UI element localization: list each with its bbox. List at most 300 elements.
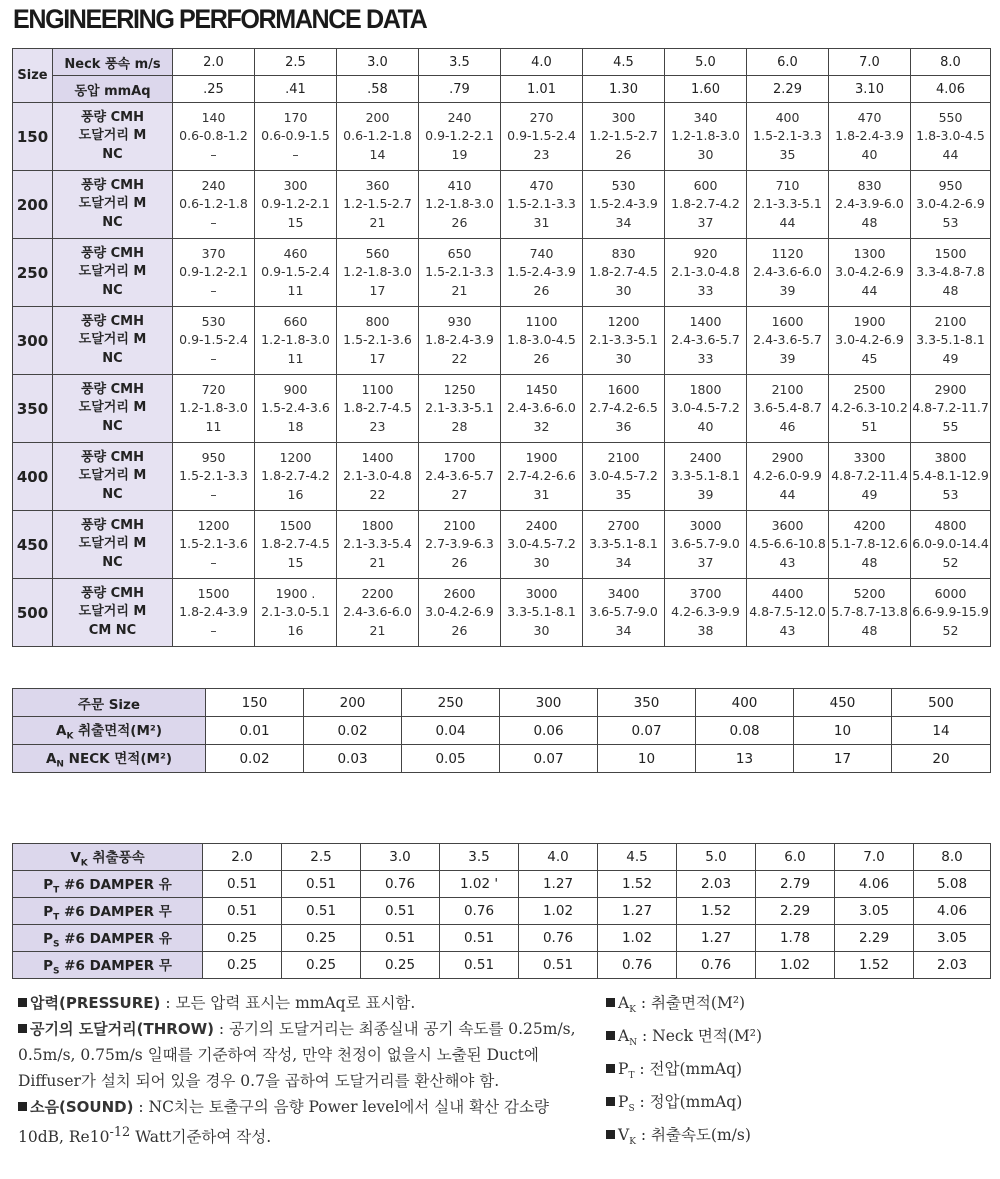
legend-symbol: A <box>618 1027 630 1046</box>
airflow-value: 2100 <box>607 449 640 465</box>
legend-symbol: P <box>618 1093 629 1112</box>
pressure-cell: .58 <box>337 76 419 103</box>
data-cell <box>337 443 419 511</box>
row-label: 도달거리 M <box>78 400 147 416</box>
throw-value: 3.3-5.1-8.1 <box>589 536 658 552</box>
vk-cell: 8.0 <box>914 844 991 871</box>
data-cell <box>337 307 419 375</box>
pressure-cell: 1.01 <box>501 76 583 103</box>
airflow-value: 1400 <box>361 449 394 465</box>
symbol: P <box>43 930 53 947</box>
size-header: Size <box>13 49 53 103</box>
ak-cell: 14 <box>892 717 991 745</box>
data-cell <box>419 375 501 443</box>
airflow-value: 600 <box>693 177 718 193</box>
airflow-value: 2100 <box>771 381 804 397</box>
airflow-value: 1200 <box>197 517 230 533</box>
throw-value: 1.5-2.1-3.6 <box>343 332 412 348</box>
pressure-data-row <box>13 925 991 952</box>
airflow-value: 1600 <box>607 381 640 397</box>
throw-value: 3.0-4.2-6.9 <box>916 196 985 212</box>
data-cell <box>501 239 583 307</box>
airflow-value: 1900 <box>853 313 886 329</box>
throw-value: 0.6-0.9-1.5 <box>261 128 330 144</box>
nc-value: 11 <box>287 350 304 366</box>
legend-symbol: A <box>618 994 630 1012</box>
pressure-value-cell: 2.03 <box>677 871 756 898</box>
pressure-cell: 3.10 <box>829 76 911 103</box>
neck-speed-cell: 7.0 <box>829 49 911 76</box>
throw-value: 1.5-2.4-3.6 <box>261 400 330 416</box>
vk-cell: 3.0 <box>361 844 440 871</box>
symbol-subscript: S <box>52 939 60 950</box>
symbol: P <box>43 957 53 974</box>
nc-value: 30 <box>615 350 632 366</box>
data-cell <box>255 375 337 443</box>
note-pressure-title: 압력(PRESSURE) <box>30 994 161 1012</box>
nc-value: 37 <box>697 214 714 230</box>
airflow-value: 1100 <box>361 381 394 397</box>
throw-value: 1.8-2.7-4.2 <box>261 468 330 484</box>
pressure-value-cell: 0.76 <box>598 952 677 979</box>
nc-value: 31 <box>533 214 550 230</box>
throw-value: 2.4-3.6-6.0 <box>753 264 822 280</box>
ak-row <box>13 717 991 745</box>
size-cell: 250 <box>13 239 53 307</box>
pressure-value-cell: 1.27 <box>677 925 756 952</box>
airflow-value: 1700 <box>443 449 476 465</box>
size-cell: 450 <box>13 511 53 579</box>
nc-value: 52 <box>942 622 959 638</box>
note-sound-sup: -12 <box>109 1125 131 1140</box>
airflow-value: 830 <box>611 245 636 261</box>
data-cell <box>255 511 337 579</box>
throw-value: 1.2-1.8-3.0 <box>261 332 330 348</box>
data-cell <box>255 171 337 239</box>
row-label: 취출면적(M²) <box>78 723 162 740</box>
legend-subscript: K <box>629 1137 636 1148</box>
data-cell <box>747 511 829 579</box>
throw-value: 2.1-3.3-5.1 <box>589 332 658 348</box>
data-cell <box>829 375 911 443</box>
airflow-value: 5200 <box>853 585 886 601</box>
pressure-cell: 1.30 <box>583 76 665 103</box>
airflow-value: 1600 <box>771 313 804 329</box>
row-label: NC <box>102 418 123 434</box>
throw-value: 2.1-3.0-5.1 <box>261 604 330 620</box>
data-cell <box>419 511 501 579</box>
nc-value: 17 <box>369 282 386 298</box>
note-pressure <box>18 990 578 1016</box>
legend-item <box>606 990 986 1023</box>
nc-value: – <box>210 350 217 366</box>
legend-symbol: P <box>618 1060 629 1079</box>
row-label: 풍량 CMH <box>81 449 144 465</box>
nc-value: 43 <box>779 554 796 570</box>
pressure-value-cell: 0.25 <box>203 925 282 952</box>
order-size-cell: 200 <box>304 689 402 717</box>
data-cell <box>173 171 255 239</box>
nc-value: 21 <box>451 282 468 298</box>
airflow-value: 550 <box>938 109 963 125</box>
nc-value: – <box>210 214 217 230</box>
airflow-value: 950 <box>201 449 226 465</box>
size-row <box>13 239 991 307</box>
row-label: 도달거리 M <box>78 604 147 620</box>
airflow-value: 1800 <box>361 517 394 533</box>
order-size-cell: 450 <box>794 689 892 717</box>
throw-value: 1.5-2.1-3.3 <box>507 196 576 212</box>
data-cell <box>829 239 911 307</box>
data-cell <box>665 443 747 511</box>
neck-speed-cell: 2.0 <box>173 49 255 76</box>
airflow-value: 1900 . <box>275 585 316 601</box>
nc-value: 38 <box>697 622 714 638</box>
nc-value: 15 <box>287 214 304 230</box>
airflow-value: 2100 <box>934 313 967 329</box>
row-label: #6 DAMPER 유 <box>64 876 172 893</box>
data-cell <box>501 511 583 579</box>
throw-value: 1.8-2.4-3.9 <box>835 128 904 144</box>
size-row <box>13 443 991 511</box>
vk-cell: 4.5 <box>598 844 677 871</box>
data-cell <box>419 171 501 239</box>
ak-cell: 0.01 <box>206 717 304 745</box>
bullet-icon <box>606 1097 615 1106</box>
neck-speed-cell: 3.0 <box>337 49 419 76</box>
an-cell: 17 <box>794 745 892 773</box>
symbol: A <box>56 723 67 740</box>
note-throw <box>18 1016 578 1094</box>
pressure-value-cell: 0.25 <box>282 925 361 952</box>
nc-value: 11 <box>205 418 222 434</box>
size-row <box>13 511 991 579</box>
ak-cell: 0.07 <box>598 717 696 745</box>
data-cell <box>173 579 255 647</box>
neck-speed-cell: 6.0 <box>747 49 829 76</box>
ak-label <box>13 717 206 745</box>
pressure-row-label <box>13 925 203 952</box>
airflow-value: 370 <box>201 245 226 261</box>
symbol-subscript: S <box>52 966 60 977</box>
size-row <box>13 307 991 375</box>
symbol-subscript: K <box>80 858 88 869</box>
pressure-label: 동압 mmAq <box>53 76 173 103</box>
pressure-data-row <box>13 898 991 925</box>
bullet-icon <box>18 1102 27 1111</box>
page-title: ENGINEERING PERFORMANCE DATA <box>13 4 427 34</box>
note-throw-title: 공기의 도달거리(THROW) <box>30 1020 214 1038</box>
legend-symbol: V <box>618 1126 630 1145</box>
throw-value: 1.8-3.0-4.5 <box>916 128 985 144</box>
airflow-value: 1200 <box>279 449 312 465</box>
nc-value: 49 <box>942 350 959 366</box>
row-label: #6 DAMPER 무 <box>64 903 172 920</box>
throw-value: 2.4-3.6-5.7 <box>425 468 494 484</box>
nc-value: 43 <box>779 622 796 638</box>
note-sound-title: 소음(SOUND) <box>30 1098 134 1116</box>
throw-value: 3.3-4.8-7.8 <box>916 264 985 280</box>
airflow-value: 400 <box>775 109 800 125</box>
neck-speed-row <box>13 49 991 76</box>
nc-value: 37 <box>697 554 714 570</box>
airflow-value: 800 <box>365 313 390 329</box>
throw-value: 1.5-2.1-3.3 <box>179 468 248 484</box>
airflow-value: 720 <box>201 381 226 397</box>
row-label: NC <box>102 214 123 230</box>
data-cell <box>747 103 829 171</box>
throw-value: 0.9-1.5-2.4 <box>261 264 330 280</box>
note-sound-text-b: Watt기준하여 작성. <box>130 1128 272 1147</box>
data-cell <box>829 579 911 647</box>
legend-subscript: K <box>629 1005 636 1016</box>
data-cell <box>665 375 747 443</box>
row-labels <box>53 171 173 239</box>
legend-item <box>606 1089 986 1122</box>
row-label: 도달거리 M <box>78 468 147 484</box>
nc-value: 15 <box>287 554 304 570</box>
row-label: 풍량 CMH <box>81 585 144 601</box>
nc-value: 34 <box>615 554 632 570</box>
row-label: 풍량 CMH <box>81 517 144 533</box>
airflow-value: 2400 <box>689 449 722 465</box>
pressure-cell: .79 <box>419 76 501 103</box>
data-cell <box>419 103 501 171</box>
nc-value: 39 <box>779 350 796 366</box>
order-size-cell: 300 <box>500 689 598 717</box>
legend-item <box>606 1122 986 1155</box>
data-cell <box>501 171 583 239</box>
airflow-value: 1500 <box>279 517 312 533</box>
airflow-value: 2900 <box>934 381 967 397</box>
order-size-cell: 350 <box>598 689 696 717</box>
throw-value: 1.2-1.8-3.0 <box>671 128 740 144</box>
legend-item <box>606 1023 986 1056</box>
symbol-subscript: K <box>66 731 74 742</box>
throw-value: 2.1-3.3-5.1 <box>753 196 822 212</box>
symbol-subscript: T <box>53 885 60 896</box>
vk-row <box>13 844 991 871</box>
data-cell <box>173 103 255 171</box>
throw-value: 0.9-1.5-2.4 <box>507 128 576 144</box>
airflow-value: 2600 <box>443 585 476 601</box>
pressure-value-cell: 1.52 <box>677 898 756 925</box>
airflow-value: 3600 <box>771 517 804 533</box>
nc-value: 18 <box>287 418 304 434</box>
data-cell <box>255 443 337 511</box>
pressure-value-cell: 4.06 <box>914 898 991 925</box>
row-label: 풍량 CMH <box>81 381 144 397</box>
data-cell <box>501 375 583 443</box>
airflow-value: 460 <box>283 245 308 261</box>
throw-value: 1.5-2.4-3.9 <box>507 264 576 280</box>
row-label: 취출풍속 <box>92 849 145 866</box>
data-cell <box>419 579 501 647</box>
airflow-value: 560 <box>365 245 390 261</box>
nc-value: 21 <box>369 554 386 570</box>
row-label: 도달거리 M <box>78 332 147 348</box>
row-label: CM NC <box>88 622 137 638</box>
airflow-value: 3000 <box>525 585 558 601</box>
row-labels <box>53 443 173 511</box>
throw-value: 3.3-5.1-8.1 <box>671 468 740 484</box>
row-label: NC <box>102 282 123 298</box>
airflow-value: 240 <box>447 109 472 125</box>
vk-label <box>13 844 203 871</box>
throw-value: 1.8-2.4-3.9 <box>179 604 248 620</box>
note-sound <box>18 1094 578 1150</box>
pressure-value-cell: 0.76 <box>677 952 756 979</box>
nc-value: – <box>292 146 299 162</box>
airflow-value: 300 <box>283 177 308 193</box>
row-label: 도달거리 M <box>78 128 147 144</box>
airflow-value: 1300 <box>853 245 886 261</box>
nc-value: 26 <box>451 622 468 638</box>
neck-speed-cell: 4.0 <box>501 49 583 76</box>
nc-value: 19 <box>451 146 468 162</box>
throw-value: 2.1-3.0-4.8 <box>343 468 412 484</box>
throw-value: 5.1-7.8-12.6 <box>831 536 908 552</box>
throw-value: 2.7-3.9-6.3 <box>425 536 494 552</box>
nc-value: 26 <box>533 282 550 298</box>
throw-value: 1.5-2.4-3.9 <box>589 196 658 212</box>
row-label: 도달거리 M <box>78 196 147 212</box>
nc-value: 55 <box>942 418 959 434</box>
nc-value: 31 <box>533 486 550 502</box>
nc-value: 30 <box>615 282 632 298</box>
an-cell: 10 <box>598 745 696 773</box>
nc-value: 46 <box>779 418 796 434</box>
data-cell <box>911 375 991 443</box>
data-cell <box>173 443 255 511</box>
throw-value: 3.0-4.2-6.9 <box>835 332 904 348</box>
pressure-value-cell: 0.25 <box>203 952 282 979</box>
pressure-data-row <box>13 952 991 979</box>
pressure-cell: 1.60 <box>665 76 747 103</box>
row-label: NC <box>102 554 123 570</box>
nc-value: 44 <box>942 146 959 162</box>
airflow-value: 1400 <box>689 313 722 329</box>
airflow-value: 410 <box>447 177 472 193</box>
throw-value: 2.7-4.2-6.5 <box>589 400 658 416</box>
nc-value: 17 <box>369 350 386 366</box>
order-size-cell: 250 <box>402 689 500 717</box>
row-labels <box>53 103 173 171</box>
nc-value: 53 <box>942 486 959 502</box>
throw-value: 3.0-4.5-7.2 <box>671 400 740 416</box>
size-cell: 350 <box>13 375 53 443</box>
pressure-value-cell: 0.25 <box>282 952 361 979</box>
airflow-value: 300 <box>611 109 636 125</box>
legend-text: : 취출면적(M²) <box>635 994 746 1012</box>
nc-value: 48 <box>861 622 878 638</box>
data-cell <box>583 579 665 647</box>
throw-value: 1.2-1.5-2.7 <box>589 128 658 144</box>
airflow-value: 3400 <box>607 585 640 601</box>
airflow-value: 2700 <box>607 517 640 533</box>
nc-value: 22 <box>451 350 468 366</box>
neck-speed-label: Neck 풍속 m/s <box>53 49 173 76</box>
data-cell <box>337 511 419 579</box>
throw-value: 0.9-1.2-2.1 <box>179 264 248 280</box>
throw-value: 3.6-5.7-9.0 <box>671 536 740 552</box>
symbol: A <box>45 751 57 768</box>
airflow-value: 1500 <box>934 245 967 261</box>
data-cell <box>665 103 747 171</box>
throw-value: 1.2-1.5-2.7 <box>343 196 412 212</box>
note-sound-text: : NC치는 토출구의 음향 Power level에서 실내 확산 감소량 10dB, Re10 <box>18 1098 549 1147</box>
order-size-row <box>13 689 991 717</box>
pressure-value-cell: 0.51 <box>282 898 361 925</box>
neck-speed-cell: 8.0 <box>911 49 991 76</box>
data-cell <box>255 307 337 375</box>
airflow-value: 2100 <box>443 517 476 533</box>
pressure-value-cell: 1.02 ' <box>440 871 519 898</box>
data-cell <box>747 307 829 375</box>
neck-speed-cell: 4.5 <box>583 49 665 76</box>
nc-value: 23 <box>533 146 550 162</box>
throw-value: 0.6-0.8-1.2 <box>179 128 248 144</box>
pressure-cell: .41 <box>255 76 337 103</box>
bullet-icon <box>606 1130 615 1139</box>
throw-value: 1.2-1.8-3.0 <box>425 196 494 212</box>
pressure-table <box>12 843 991 979</box>
data-cell <box>829 103 911 171</box>
nc-value: 27 <box>451 486 468 502</box>
pressure-value-cell: 1.02 <box>519 898 598 925</box>
pressure-value-cell: 1.52 <box>835 952 914 979</box>
pressure-value-cell: 3.05 <box>835 898 914 925</box>
an-cell: 20 <box>892 745 991 773</box>
symbol: P <box>43 903 54 920</box>
data-cell <box>829 307 911 375</box>
data-cell <box>337 239 419 307</box>
symbol-subscript: T <box>53 912 60 923</box>
row-label: 도달거리 M <box>78 536 147 552</box>
data-cell <box>255 103 337 171</box>
nc-value: 28 <box>451 418 468 434</box>
row-label: NC <box>102 146 123 162</box>
pressure-value-cell: 3.05 <box>914 925 991 952</box>
data-cell <box>747 171 829 239</box>
throw-value: 0.9-1.2-2.1 <box>261 196 330 212</box>
throw-value: 3.0-4.2-6.9 <box>835 264 904 280</box>
throw-value: 1.8-2.7-4.5 <box>589 264 658 280</box>
data-cell <box>583 239 665 307</box>
nc-value: – <box>210 622 217 638</box>
symbol: P <box>43 876 54 893</box>
airflow-value: 3700 <box>689 585 722 601</box>
data-cell <box>337 375 419 443</box>
throw-value: 1.5-2.1-3.6 <box>179 536 248 552</box>
pressure-data-row <box>13 871 991 898</box>
nc-value: – <box>210 486 217 502</box>
pressure-row-label <box>13 871 203 898</box>
pressure-value-cell: 4.06 <box>835 871 914 898</box>
row-label: 풍량 CMH <box>81 177 144 193</box>
nc-value: 35 <box>779 146 796 162</box>
pressure-value-cell: 0.51 <box>282 871 361 898</box>
row-label: 도달거리 M <box>78 264 147 280</box>
data-cell <box>501 443 583 511</box>
nc-value: 39 <box>779 282 796 298</box>
an-cell: 0.07 <box>500 745 598 773</box>
pressure-row-label <box>13 898 203 925</box>
legend-subscript: N <box>629 1038 638 1049</box>
airflow-value: 530 <box>201 313 226 329</box>
row-labels <box>53 239 173 307</box>
data-cell <box>829 443 911 511</box>
